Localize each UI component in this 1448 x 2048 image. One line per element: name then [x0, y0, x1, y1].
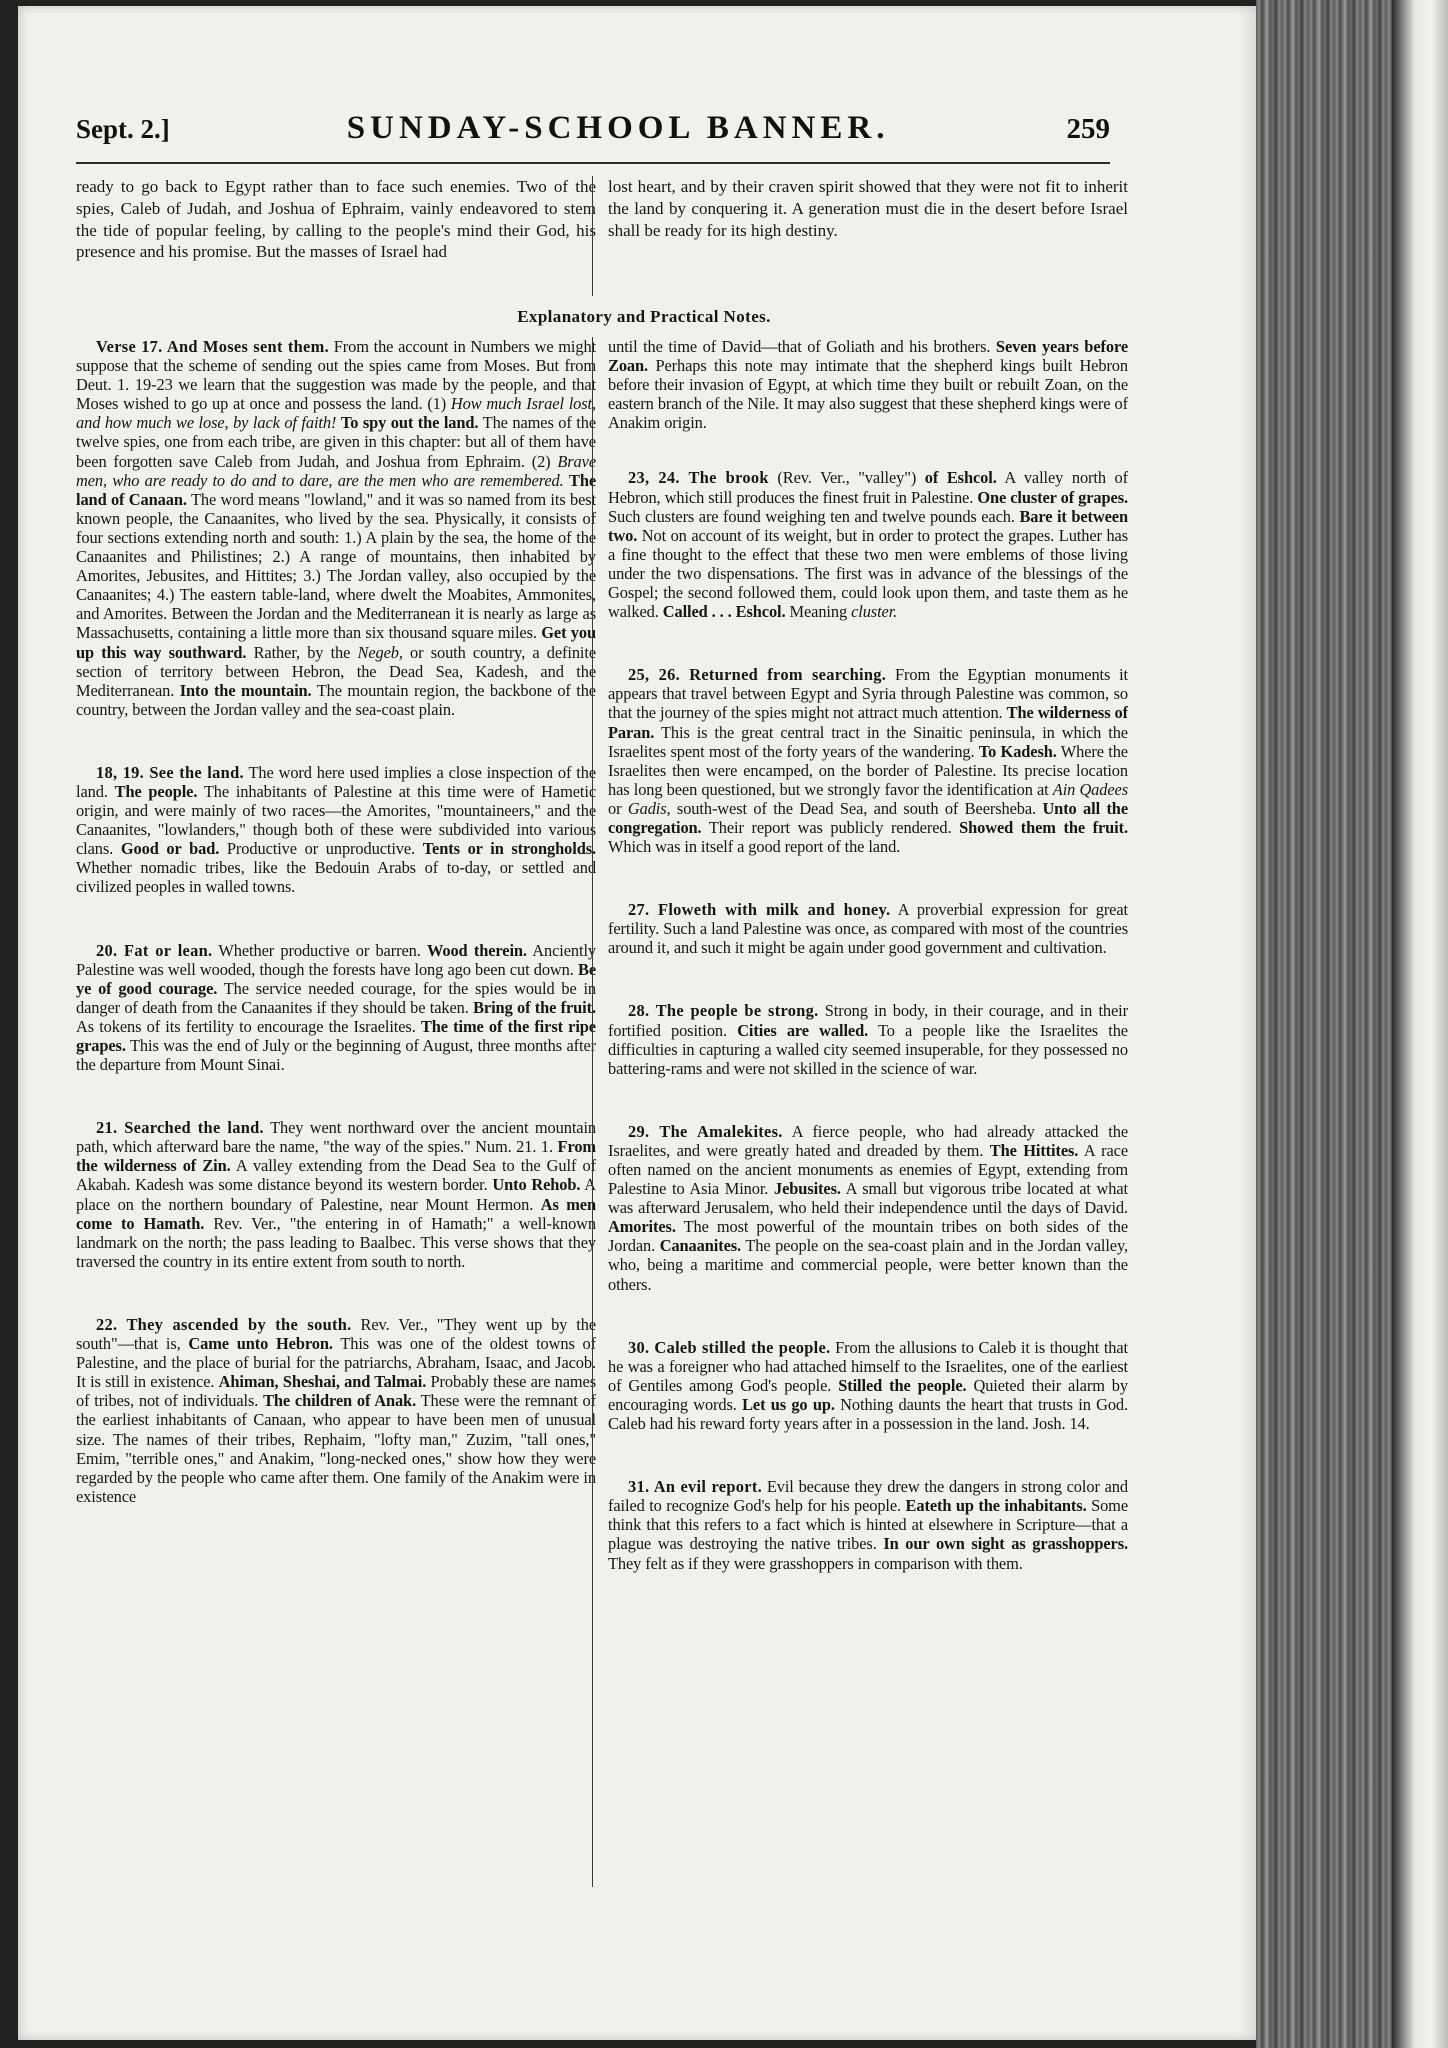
note-text: Anciently Palestine was well wooded, though the forests have long ago been cut down.	[76, 940, 596, 979]
note-text: The names of the twelve spies, one from each tribe, are given in this chapter: but all of them have been forgotten save Caleb from Judah, and Joshua from Ephraim. (2)	[76, 413, 596, 471]
intro-right-text: lost heart, and by their craven spirit showed that they were not fit to inherit the land by conquering it. A generation must die in the desert before Israel shall be ready for its high destiny.	[608, 177, 1128, 240]
note-paragraph	[76, 941, 596, 1075]
note-keyword: Into the mountain.	[179, 680, 312, 700]
note-paragraph	[76, 1315, 596, 1506]
header-date: Sept. 2.]	[76, 114, 170, 144]
note-italic: Ain Qadees	[1052, 779, 1128, 799]
note-text: (Rev. Ver., "valley")	[768, 468, 925, 488]
note-text: This is the great central tract in the Sinaitic peninsula, in which the Israelites spent most of the forty years of the wandering.	[608, 722, 1128, 761]
note-text: A fierce people, who had already attacked the Israelites, and were greatly hated and dreaded by them.	[608, 1121, 1128, 1160]
note-keyword: From the wilderness of Zin.	[76, 1137, 596, 1176]
note-text: Meaning	[785, 602, 852, 622]
note-italic: How much Israel lost, and how much we lose, by lack of faith!	[76, 394, 596, 433]
note-keyword: Ahiman, Sheshai, and Talmai.	[218, 1372, 427, 1392]
note-text: The inhabitants of Palestine at this time were of Hametic origin, and were mainly of two races—the Amorites, "mountaineers," and the Canaanites, "lowlanders," though both of these were subdivided into various clans.	[76, 781, 596, 859]
intro-left-text: ready to go back to Egypt rather than to face such enemies. Two of the spies, Caleb of Judah, and Joshua of Ephraim, vainly endeavored to stem the tide of popular feeling, by calling to the people's mind their God, his presence and his promise. But the masses of Israel had	[76, 177, 596, 262]
note-keyword: Jebusites.	[774, 1179, 841, 1199]
note-text: From the allusions to Caleb it is thought that he was a foreigner who had attached himself to the Israelites, one of the earliest of Gentiles among God's people.	[608, 1337, 1128, 1395]
note-text: The most powerful of the mountain tribes on both sides of the Jordan.	[608, 1217, 1128, 1256]
note-text: This was the end of July or the beginning of August, three months after the departure from Mount Sinai.	[76, 1036, 596, 1075]
page-sheet	[18, 6, 1256, 2040]
note-text: The people on the sea-coast plain and in the Jordan valley, who, being a maritime and commercial people, were better known than the others.	[608, 1236, 1128, 1294]
note-paragraph	[608, 665, 1128, 856]
note-keyword: Be ye of good courage.	[76, 959, 596, 998]
note-text: Such clusters are found weighing ten and twelve pounds each.	[608, 506, 1020, 526]
note-text: The word means "lowland," and it was so named from its best known people, the Canaanites, who lived by the sea. Physically, it consists of four sections extending north and south: 1.) A plain by the sea, the home of the Canaanites and Philistines; 2.) A range of mountains, then inhabited by Amorites, Jebusites, and Hittites; 3.) The Jordan valley, also occupied by the Canaanites; 4.) The eastern table-land, where dwelt the Moabites, Ammonites, and Amorites. Between the Jordan and the Mediterranean it is nearly as large as Massachusetts, containing a little more than six thousand square miles.	[76, 489, 596, 643]
note-keyword: The land of Canaan.	[76, 470, 596, 509]
note-keyword: Wood therein.	[426, 940, 527, 960]
note-text: Not on account of its weight, but in order to protect the grapes. Luther has a fine thought to the effect that these two men were emblems of those living under the two dispensations. The first was in advance of the blessings of the Gospel; the second followed them, could look upon them, and taste them as he walked.	[608, 525, 1128, 622]
note-text: Which was in itself a good report of the land.	[608, 837, 901, 857]
note-keyword: One cluster of grapes.	[977, 487, 1128, 507]
note-text: From the account in Numbers we might suppose that the scheme of sending out the spies came from Moses. But from Deut. 1. 19-23 we learn that the suggestion was made by the people, and that Moses wished to go up at once and possess the land. (1)	[76, 337, 596, 414]
intro-column-divider	[592, 176, 593, 296]
note-keyword: Seven years before Zoan.	[608, 337, 1128, 376]
note-heading: 23, 24. The brook	[628, 468, 769, 488]
note-heading: Verse 17. And Moses sent them.	[96, 337, 329, 356]
note-text: Rather, by the	[246, 642, 358, 662]
note-keyword: Bare it between two.	[608, 506, 1128, 545]
note-heading: 22. They ascended by the south.	[96, 1314, 352, 1334]
note-keyword: Unto all the congregation.	[608, 798, 1128, 837]
note-paragraph	[76, 763, 596, 897]
note-keyword: Came unto Hebron.	[188, 1334, 333, 1354]
note-keyword: Eateth up the inhabitants.	[905, 1496, 1087, 1516]
note-text: A proverbial expression for great fertility. Such a land Palestine was once, as compared with most of the countries around it, and such it might be again under good government and cultivation.	[608, 900, 1128, 958]
note-keyword: The people.	[114, 781, 198, 801]
note-text: Whether nomadic tribes, like the Bedouin Arabs of to-day, or settled and civilized peoples in walled towns.	[76, 858, 596, 897]
note-text: or south country, a definite section of territory between Hebron, the Dead Sea, Kadesh, and the Mediterranean.	[76, 642, 596, 700]
intro-left-column	[76, 176, 596, 263]
note-keyword: In our own sight as grasshoppers.	[883, 1534, 1128, 1554]
note-heading: 18, 19. See the land.	[96, 762, 244, 782]
notes-right-column	[608, 337, 1128, 1897]
note-italic: cluster.	[851, 602, 898, 622]
note-text: A small but vigorous tribe located at what was afterward Jerusalem, who held their independence until the days of David.	[608, 1179, 1128, 1218]
notes-left-column	[76, 337, 596, 1897]
note-text: As tokens of its fertility to encourage the Israelites.	[76, 1016, 421, 1036]
note-text: Probably these are names of tribes, not of individuals.	[76, 1372, 596, 1411]
note-text: Where the Israelites then were encamped, on the border of Palestine. Its precise location has long been questioned, but we strongly favor the identification at	[608, 741, 1128, 799]
note-paragraph	[608, 1477, 1128, 1572]
note-text: A valley extending from the Dead Sea to the Gulf of Akabah. Kadesh was some distance beyond its western border.	[76, 1156, 596, 1195]
note-heading: 25, 26. Returned from searching.	[628, 665, 887, 685]
note-heading: 21. Searched the land.	[96, 1118, 264, 1138]
intro-right-column	[608, 176, 1128, 241]
note-keyword: To spy out the land.	[340, 413, 479, 433]
note-text: They went northward over the ancient mountain path, which afterward bare the name, "the way of the spies." Num. 21. 1.	[76, 1118, 596, 1157]
note-text: A race often named on the ancient monuments as enemies of Egypt, extending from Palestine to Asia Minor.	[608, 1140, 1128, 1199]
note-heading: 29. The Amalekites.	[628, 1121, 783, 1141]
note-text: Nothing daunts the heart that trusts in God. Caleb had his reward forty years after in a possession in the land. Josh. 14.	[608, 1394, 1128, 1434]
note-italic: Negeb,	[357, 642, 403, 662]
note-italic: Gadis,	[627, 798, 671, 818]
note-text: south-west of the Dead Sea, and south of Beersheba.	[670, 798, 1043, 818]
note-text: From the Egyptian monuments it appears that travel between Egypt and Syria through Palestine was common, so that the journey of the spies might not attract much attention.	[608, 665, 1128, 723]
note-paragraph	[608, 1338, 1128, 1433]
note-text: Rev. Ver., "the entering in of Hamath;" a well-known landmark on the north; the pass leading to Baalbec. This verse shows that they traversed the country in its entire extent from south to north.	[76, 1213, 596, 1271]
note-keyword: The wilderness of Paran.	[608, 703, 1128, 742]
note-paragraph	[76, 337, 596, 719]
note-keyword: The Hittites.	[989, 1140, 1079, 1160]
note-paragraph	[608, 468, 1128, 621]
note-italic: Brave men, who are ready to do and to dare, are the men who are remembered.	[76, 451, 596, 490]
note-text: Quieted their alarm by encouraging words.	[608, 1375, 1128, 1414]
note-heading: 30. Caleb stilled the people.	[628, 1337, 831, 1357]
section-title: Explanatory and Practical Notes.	[517, 307, 771, 326]
note-paragraph	[608, 337, 1128, 432]
running-header	[76, 110, 1110, 160]
note-text: Their report was publicly rendered.	[701, 817, 960, 837]
note-keyword: To Kadesh.	[978, 741, 1057, 761]
note-text: Rev. Ver., "They went up by the south"—that is,	[76, 1314, 596, 1354]
note-keyword: As men come to Hamath.	[76, 1194, 596, 1233]
note-text: Strong in body, in their courage, and in their fortified position.	[608, 1001, 1128, 1040]
note-text: They felt as if they were grasshoppers in comparison with them.	[608, 1553, 1023, 1573]
note-paragraph	[608, 1001, 1128, 1077]
note-keyword: Let us go up.	[742, 1394, 835, 1414]
note-keyword: Tents or in strongholds.	[422, 839, 596, 859]
note-keyword: The children of Anak.	[263, 1391, 417, 1411]
note-text: or	[608, 798, 628, 818]
notes-column-divider	[592, 337, 593, 1887]
note-keyword: Stilled the people.	[838, 1375, 967, 1395]
note-heading: 31. An evil report.	[628, 1477, 762, 1497]
note-heading: 20. Fat or lean.	[96, 940, 213, 960]
note-keyword: of Eshcol.	[924, 468, 997, 488]
note-keyword: Called . . . Eshcol.	[662, 602, 786, 622]
note-keyword: Unto Rehob.	[492, 1175, 581, 1195]
note-text: Some think that this refers to a fact which is hinted at elsewhere in Scripture—that a plague was destroying the native tribes.	[608, 1496, 1128, 1554]
note-text: This was one of the oldest towns of Palestine, and the place of burial for the patriarchs, Abraham, Isaac, and Jacob. It is still in existence.	[76, 1334, 596, 1392]
note-keyword: Good or bad.	[120, 839, 220, 859]
note-keyword: Amorites.	[608, 1217, 676, 1237]
note-keyword: Canaanites.	[659, 1236, 742, 1256]
note-keyword: Get you up this way southward.	[76, 623, 596, 662]
book-cover-edge	[1392, 0, 1448, 2048]
note-text: until the time of David—that of Goliath and his brothers.	[608, 337, 996, 356]
note-text: Perhaps this note may intimate that the shepherd kings built Hebron before their invasion of Egypt, at which time they built or rebuilt Zoan, on the eastern branch of the Nile. It may also suggest that these shepherd kings were of Anakim origin.	[608, 356, 1128, 433]
note-text: The mountain region, the backbone of the country, between the Jordan valley and the sea-coast plain.	[76, 680, 596, 719]
note-heading: 28. The people be strong.	[628, 1001, 819, 1021]
note-heading: 27. Floweth with milk and honey.	[628, 900, 891, 920]
note-text: These were the remnant of the earliest inhabitants of Canaan, who appear to have been men of unusual size. The names of their tribes, Rephaim, "lofty man," Zuzim, "tall ones," Emim, "terrible ones," and Anakim, "long-necked ones," show how they were regarded by the people who came after them. One family of the Anakim were in existence	[76, 1391, 596, 1506]
note-text: Whether productive or barren.	[212, 940, 427, 960]
note-text: A place on the northern boundary of Palestine, near Mount Hermon.	[76, 1175, 596, 1214]
note-keyword: Bring of the fruit.	[473, 997, 596, 1017]
page-number: 259	[1066, 113, 1110, 145]
note-text: The word here used implies a close inspection of the land.	[76, 762, 596, 801]
note-text: A valley north of Hebron, which still produces the finest fruit in Palestine.	[608, 468, 1128, 507]
note-paragraph	[608, 900, 1128, 957]
note-paragraph	[76, 1118, 596, 1271]
note-paragraph	[608, 1122, 1128, 1294]
header-rule	[76, 162, 1110, 164]
note-text: To a people like the Israelites the difficulties in capturing a walled city seemed insuperable, for they possessed no battering-rams and were not skilled in the science of war.	[608, 1020, 1128, 1078]
note-keyword: The time of the first ripe grapes.	[76, 1016, 596, 1055]
note-keyword: Showed them the fruit.	[959, 817, 1128, 837]
note-text: The service needed courage, for the spies would be in danger of death from the Canaanites if they should be taken.	[76, 978, 596, 1017]
note-text: Productive or unproductive.	[219, 839, 423, 859]
note-keyword: Cities are walled.	[737, 1020, 869, 1040]
note-text: Evil because they drew the dangers in strong color and failed to recognize God's help for his people.	[608, 1477, 1128, 1516]
header-title: SUNDAY-SCHOOL BANNER.	[346, 110, 890, 146]
